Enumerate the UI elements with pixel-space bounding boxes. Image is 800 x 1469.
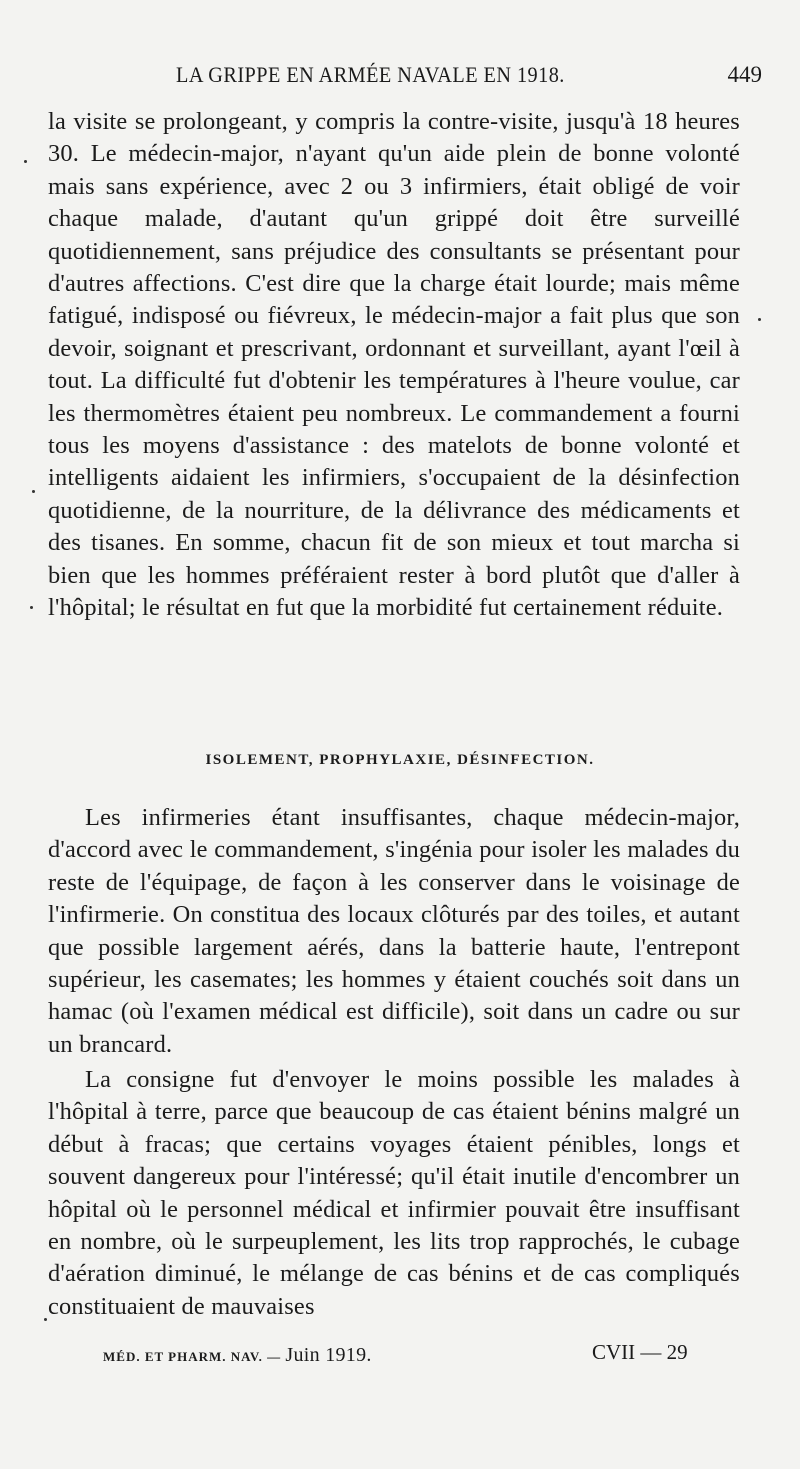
footer-journal — [103, 1344, 372, 1367]
paragraph-infirmeries: Les infirmeries étant insuffisantes, chaque médecin-major, d'accord avec le commandement, s'ingénia pour isoler les malades du reste de l'équipage, de façon à les conserver dans le voisinage de l'infirmerie. On constitua des locaux clôturés par des toiles, et autant que possible largement aérés, dans la batterie haute, l'entrepont supérieur, les casemates; les hommes y étaient couchés soit dans un hamac (où l'examen médical est difficile), soit dans un cadre ou sur un brancard. — [48, 804, 740, 1058]
page-number: 449 — [727, 62, 762, 87]
section-heading: ISOLEMENT, PROPHYLAXIE, DÉSINFECTION. — [205, 752, 595, 768]
print-speck — [44, 1318, 47, 1321]
print-speck — [24, 160, 27, 163]
signature-mark: CVII — 29 — [592, 1340, 688, 1364]
print-speck — [758, 318, 761, 321]
running-head — [48, 62, 762, 92]
running-title: LA GRIPPE EN ARMÉE NAVALE EN 1918. — [176, 62, 565, 87]
print-speck — [32, 490, 35, 493]
print-speck — [30, 606, 33, 609]
paragraph-visite: la visite se prolongeant, y compris la contre-visite, jusqu'à 18 heures 30. Le médecin-major, n'ayant qu'un aide plein de bonne volonté mais sans expérience, avec 2 ou 3 infirmiers, était obligé de voir chaque malade, d'autant qu'un grippé doit être surveillé quotidiennement, sans préjudice des consultants se présentant pour d'autres affections. C'est dire que la charge était lourde; mais même fatigué, indisposé ou fiévreux, le médecin-major a fait plus que son devoir, soignant et prescrivant, ordonnant et surveillant, ayant l'œil à tout. La difficulté fut d'obtenir les températures à l'heure voulue, car les thermomètres étaient peu nombreux. Le commandement a fourni tous les moyens d'assistance : des matelots de bonne volonté et intelligents aidaient les infirmiers, s'occupaient de la désinfection quotidienne, de la nourriture, de la délivrance des médicaments et des tisanes. En somme, chacun fit de son mieux et tout marcha si bien que les hommes préféraient rester à bord plutôt que d'aller à l'hôpital; le résultat en fut que la morbidité fut certainement réduite. — [48, 108, 740, 622]
journal-name: MÉD. ET PHARM. NAV. — — [103, 1349, 282, 1364]
issue-date: Juin 1919. — [285, 1344, 372, 1366]
paragraph-consigne: La consigne fut d'envoyer le moins possible les malades à l'hôpital à terre, parce que beaucoup de cas étaient bénins malgré un début à fracas; que certains voyages étaient pénibles, longs et souvent dangereux pour l'intéressé; qu'il était inutile d'encombrer un hôpital où le personnel médical et infirmier pouvait être insuffisant en nombre, où le surpeuplement, les lits trop rapprochés, le cubage d'aération diminué, le mélange de cas bénins et de cas compliqués constituaient de mauvaises — [48, 1066, 740, 1320]
